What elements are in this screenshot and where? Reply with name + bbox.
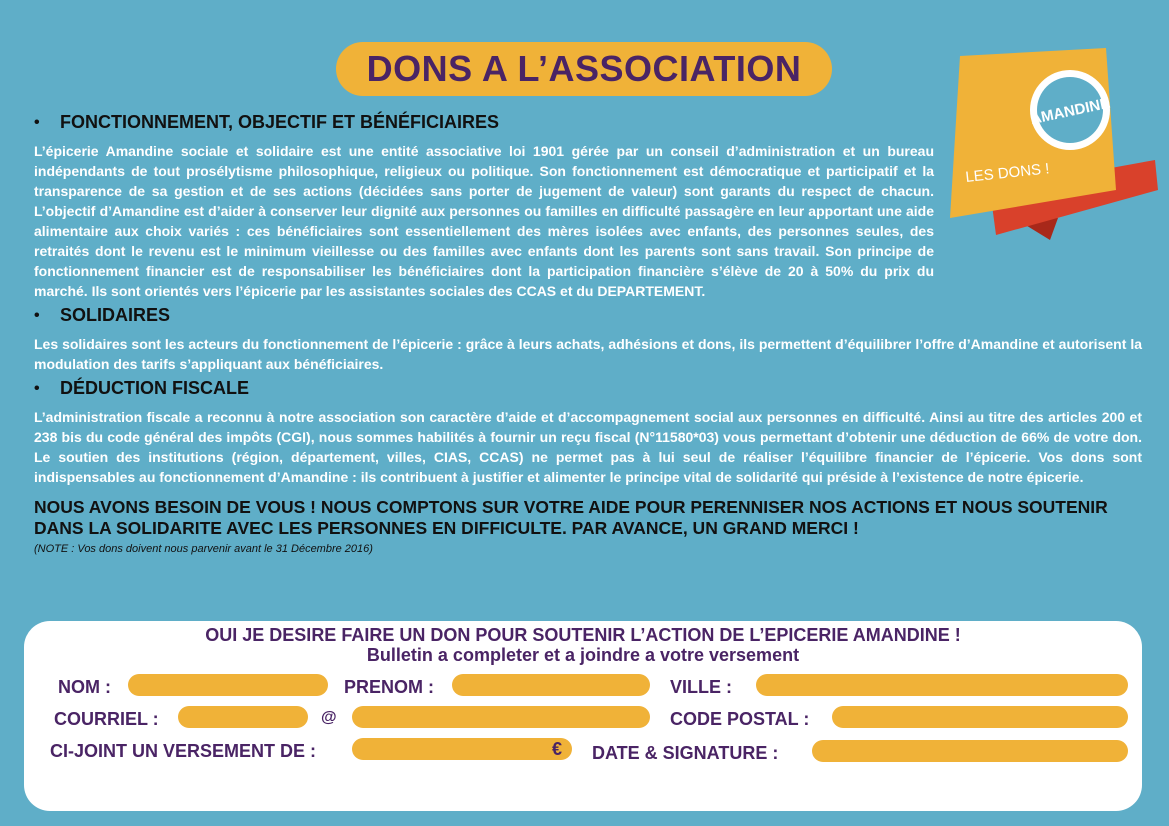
prenom-label: PRENOM : bbox=[344, 677, 434, 697]
versement-field[interactable] bbox=[352, 738, 572, 760]
badge-caption: LES DONS ! bbox=[964, 160, 1051, 186]
content bbox=[34, 112, 1142, 555]
appeal-text: NOUS AVONS BESOIN DE VOUS ! NOUS COMPTONS SUR VOTRE AIDE POUR PERENNISER NOS ACTIONS ET NOUS SOUTENIR DANS LA SOLIDARITE AVEC LES PERSONNES EN DIFFICULTE. PAR AVANCE, UN GRAND MERCI ! bbox=[34, 497, 1108, 538]
section-text-fonctionnement: L’épicerie Amandine sociale et solidaire est une entité associative loi 1901 gérée par un conseil d’administration et un bureau indépendants de tout prosélytisme philosophique, religieux ou politique. Son fonctionnement est démocratique et participatif et la transparence de sa gestion et de ses actions (décidées sans porter de jugement de valeur) sont garants du respect de chacun. L’objectif d’Amandine est d’aider à conserver leur dignité aux personnes ou familles en difficulté passagère en leur apportant une aide alimentaire aux choix variés : ces bénéficiaires sont essentiellement des mères isolées avec enfants, des personnes seules, des retraités dont le revenu est le minimum vieillesse ou des familles avec enfants dont les parents sont sans travail. Son principe de fonctionnement financier est de responsabiliser les bénéficiaires dont la participation financière s’élève de 20 à 50% du prix du marché. Ils sont orientés vers l’épicerie par les assistantes sociales des CCAS et du DEPARTEMENT. bbox=[34, 143, 934, 299]
section-heading-deduction: • DÉDUCTION FISCALE bbox=[34, 378, 249, 398]
donation-form bbox=[24, 621, 1142, 811]
ville-field[interactable] bbox=[756, 674, 1128, 696]
section-text-deduction: L’administration fiscale a reconnu à notre association son caractère d’aide et d’accompagnement social aux personnes en difficulté. Ainsi au titre des articles 200 et 238 bis du code général des impôts (CGI), nous sommes habilités à fournir un reçu fiscal (N°11580*03) vous permettant d’obtenir une déduction de 66% de votre don. Le soutien des institutions (région, département, villes, CIAS, CCAS) ne permet pas à lui seul de réaliser l’équilibre financier de l’épicerie. Vos dons sont indispensables au fonctionnement d’Amandine : ils contribuent à justifier et alimenter le principe vital de solidarité qui préside à l’existence de notre épicerie. bbox=[34, 409, 1142, 485]
section-heading-solidaires: • SOLIDAIRES bbox=[34, 305, 171, 325]
at-sign: @ bbox=[321, 709, 337, 726]
prenom-field[interactable] bbox=[452, 674, 650, 696]
nom-label: NOM : bbox=[58, 677, 111, 697]
bullet: • bbox=[34, 379, 40, 397]
section-text-solidaires: Les solidaires sont les acteurs du fonctionnement de l’épicerie : grâce à leurs achats, adhésions et dons, ils permettent d’équilibrer l’offre d’Amandine et autorisent la modulation des tarifs s’appliquant aux bénéficiaires. bbox=[34, 336, 1142, 372]
versement-label: CI-JOINT UN VERSEMENT DE : bbox=[50, 741, 317, 761]
code-postal-field[interactable] bbox=[832, 706, 1128, 728]
nom-field[interactable] bbox=[128, 674, 328, 696]
signature-field[interactable] bbox=[812, 740, 1128, 762]
bullet: • bbox=[34, 113, 40, 131]
section-heading-fonctionnement: • FONCTIONNEMENT, OBJECTIF ET BÉNÉFICIAIRES bbox=[34, 112, 500, 132]
page-title: DONS A L’ASSOCIATION bbox=[336, 42, 832, 96]
signature-label: DATE & SIGNATURE : bbox=[592, 743, 779, 763]
form-title: OUI JE DESIRE FAIRE UN DON POUR SOUTENIR L’ACTION DE L’EPICERIE AMANDINE ! Bulletin a completer et a joindre a votre versement bbox=[205, 625, 961, 665]
ville-label: VILLE : bbox=[670, 677, 732, 697]
courriel-user-field[interactable] bbox=[178, 706, 308, 728]
courriel-label: COURRIEL : bbox=[54, 709, 159, 729]
bullet: • bbox=[34, 306, 40, 324]
logo-text: AMANDINE bbox=[1029, 94, 1112, 129]
code-postal-label: CODE POSTAL : bbox=[670, 709, 810, 729]
euro-symbol: € bbox=[551, 739, 562, 759]
deadline-note: (NOTE : Vos dons doivent nous parvenir avant le 31 Décembre 2016) bbox=[34, 543, 373, 555]
courriel-domain-field[interactable] bbox=[352, 706, 650, 728]
